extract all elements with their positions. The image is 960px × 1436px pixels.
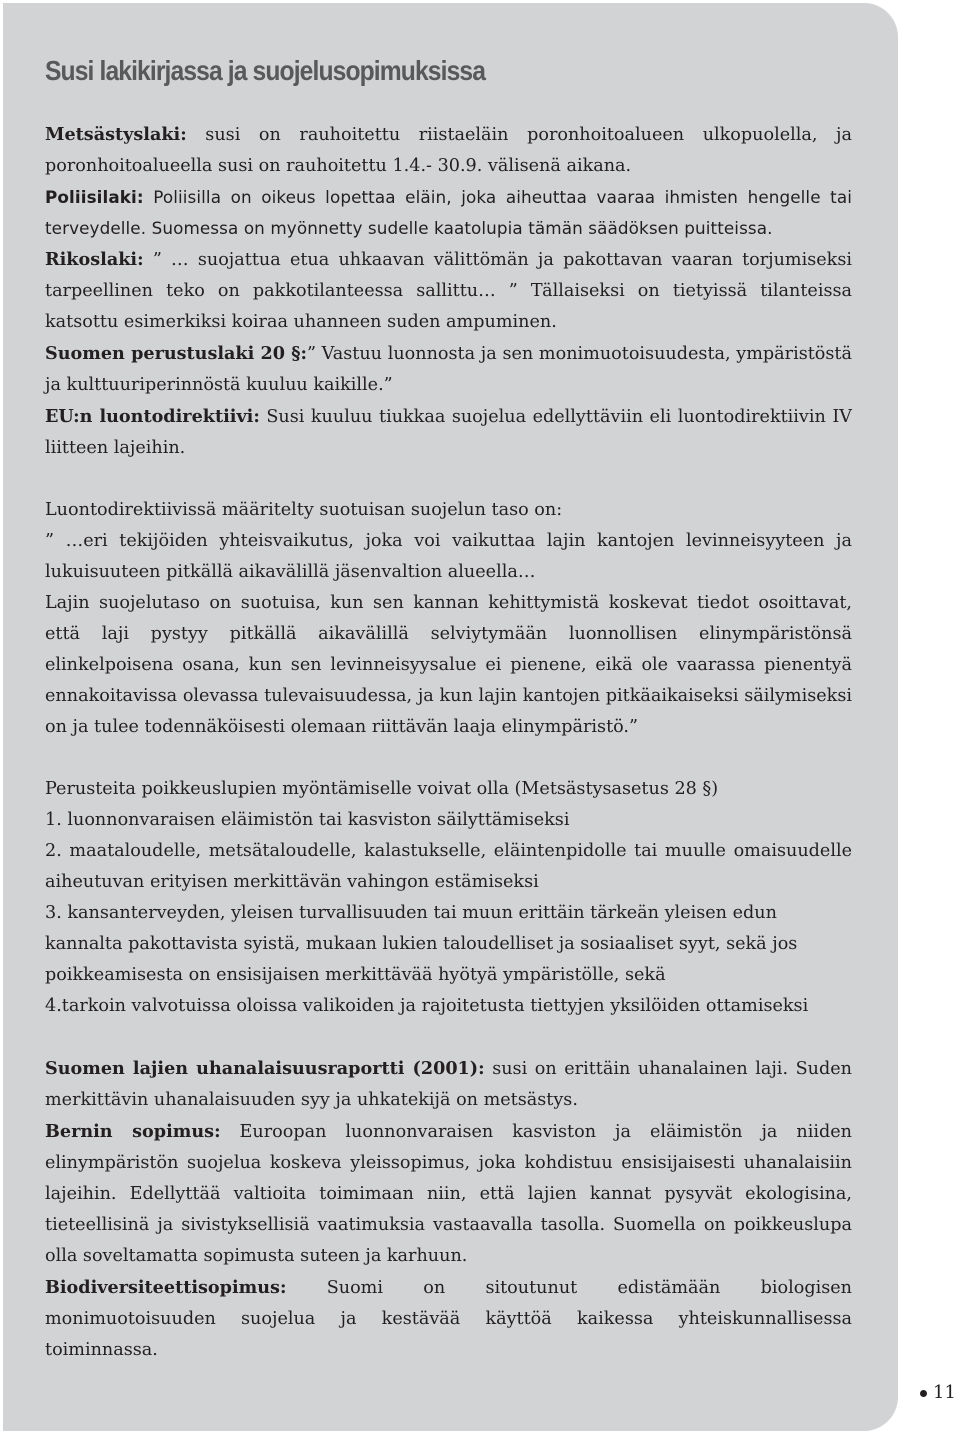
luontodirektiivi-text: Susi kuuluu tiukkaa suojelua edellyttäviin eli luontodirektiivin IV liitteen lajeihin. (45, 407, 852, 458)
directive-section (45, 495, 852, 743)
page-number-text: 11 (933, 1382, 956, 1403)
bern-label: Bernin sopimus: (45, 1121, 221, 1142)
perustuslaki-label: Suomen perustuslaki 20 §: (45, 343, 307, 364)
rikoslaki-paragraph (45, 244, 852, 338)
luontodirektiivi-label: EU:n luontodirektiivi: (45, 406, 260, 427)
page-title: Susi lakikirjassa ja suojelusopimuksissa (45, 55, 486, 86)
bern-text: Euroopan luonnonvaraisen kasviston ja eläimistön ja niiden elinympäristön suojelua koskeva yleissopimus, joka kohdistuu ensisijaisesti uhanalaisiin lajeihin. Edellyttää valtioita toimimaan niin, että lajien kannat pysyvät ekologisina, tieteellisinä ja sivistyksellisiä vaatimuksia vastaavalla tasolla. Suomella on poikkeuslupa olla soveltamatta sopimusta suteen ja karhuun. (45, 1122, 852, 1266)
directive-quote-2: Lajin suojelutaso on suotuisa, kun sen kannan kehittymistä koskevat tiedot osoittavat, että laji pystyy pitkällä aikavälillä selviytymään luonnollisen elinympäristönsä elinkelpoisena osana, kun sen levinneisyysalue ei pienene, eikä ole vaarassa pienentyä ennakoitavissa olevassa tulevaisuudessa, ja kun lajin kantojen pitkäaikaiseksi säilymiseksi on ja tulee todennäköisesti olemaan riittävän laaja elinympäristö.” (45, 593, 852, 737)
metsastyslaki-label: Metsästyslaki: (45, 124, 187, 145)
raportti-text: susi on erittäin uhanalainen laji. Suden merkittävin uhanalaisuuden syy ja uhkatekijä on metsästys. (45, 1059, 852, 1110)
biodiversity-paragraph (45, 1272, 852, 1366)
exception-item: 3. kansanterveyden, yleisen turvallisuuden tai muun erittäin tärkeän yleisen edun kannalta pakottavista syistä, mukaan lukien taloudelliset ja sosiaaliset syyt, sekä jos poikkeamisesta on ensisijaisen merkittävää hyötyä ympäristölle, sekä (45, 903, 798, 985)
exceptions-section (45, 774, 852, 1022)
bern-paragraph (45, 1116, 852, 1272)
poliisilaki-label: Poliisilaki: (45, 187, 144, 207)
perustuslaki-text: ” Vastuu luonnosta ja sen monimuotoisuudesta, ympäristöstä ja kulttuuriperinnöstä kuuluu kaikille.” (45, 344, 852, 395)
rikoslaki-label: Rikoslaki: (45, 249, 144, 270)
laws-section (45, 119, 852, 464)
metsastyslaki-text: susi on rauhoitettu riistaeläin poronhoitoalueen ulkopuolella, ja poronhoitoalueella susi on rauhoitettu 1.4.- 30.9. välisenä aikana. (45, 125, 852, 176)
exception-item: 4.tarkoin valvotuissa oloissa valikoiden ja rajoitetusta tiettyjen yksilöiden ottamiseksi (45, 996, 809, 1016)
page-number (920, 1382, 956, 1403)
luontodirektiivi-paragraph (45, 401, 852, 464)
rikoslaki-text: ” … suojattua etua uhkaavan välittömän ja pakottavan vaaran torjumiseksi tarpeellinen teko on pakkotilanteessa sallittu… ” Tällaiseksi on tietyissä tilanteissa katsottu esimerkiksi koiraa uhanneen suden ampuminen. (45, 250, 852, 332)
agreements-section (45, 1053, 852, 1366)
content-panel (3, 3, 898, 1431)
biodiversity-label: Biodiversiteettisopimus: (45, 1277, 287, 1298)
raportti-label: Suomen lajien uhanalaisuusraportti (2001): (45, 1058, 485, 1079)
raportti-paragraph (45, 1053, 852, 1116)
poliisilaki-text: Poliisilla on oikeus lopettaa eläin, joka aiheuttaa vaaraa ihmisten hengelle tai terveydelle. Suomessa on myönnetty sudelle kaatolupia tämän säädöksen puitteissa. (45, 187, 852, 238)
directive-quote-1: ” …eri tekijöiden yhteisvaikutus, joka voi vaikuttaa lajin kantojen levinneisyyteen ja lukuisuuteen pitkällä aikavälillä jäsenvaltion alueella… (45, 531, 852, 582)
exception-item: 2. maataloudelle, metsätaloudelle, kalastukselle, eläintenpidolle tai muulle omaisuudelle aiheutuvan erityisen merkittävän vahingon estämiseksi (45, 841, 852, 892)
exceptions-intro: Perusteita poikkeuslupien myöntämiselle voivat olla (Metsästysasetus 28 §) (45, 779, 719, 799)
metsastyslaki-paragraph (45, 119, 852, 182)
directive-intro: Luontodirektiivissä määritelty suotuisan suojelun taso on: (45, 500, 563, 520)
bullet-icon (920, 1390, 927, 1397)
biodiversity-text: Suomi on sitoutunut edistämään biologisen monimuotoisuuden suojelua ja kestävää käyttöä kaikessa yhteiskunnallisessa toiminnassa. (45, 1278, 852, 1360)
perustuslaki-paragraph (45, 338, 852, 401)
poliisilaki-paragraph (45, 182, 852, 244)
exception-item: 1. luonnonvaraisen eläimistön tai kasviston säilyttämiseksi (45, 810, 570, 830)
